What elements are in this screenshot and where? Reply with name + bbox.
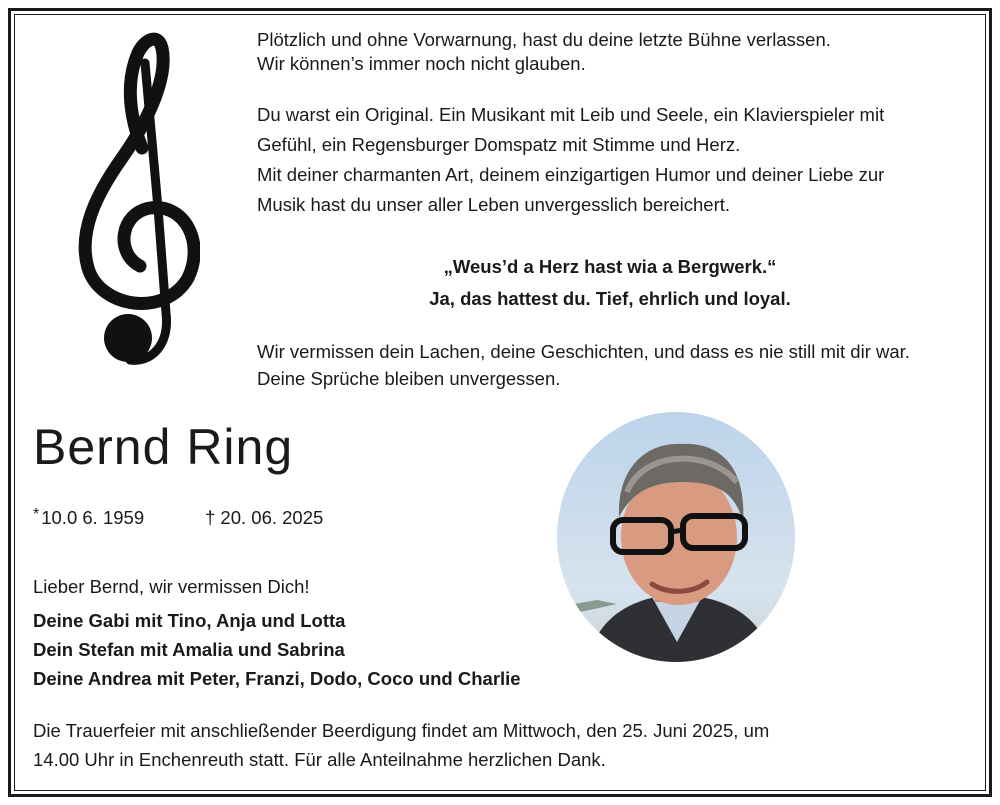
service-line-1: Die Trauerfeier mit anschließender Beerdigung findet am Mittwoch, den 25. Juni 2025, um (33, 720, 770, 741)
portrait-photo (557, 412, 795, 662)
farewell-line: Lieber Bernd, wir vermissen Dich! (33, 576, 310, 597)
birth-symbol: * (33, 506, 40, 523)
birth-date-value: 10.0 6. 1959 (41, 507, 145, 528)
service-line-2: 14.00 Uhr in Enchenreuth statt. Für alle Anteilnahme herzlichen Dank. (33, 749, 606, 770)
family-line: Deine Gabi mit Tino, Anja und Lotta (33, 610, 346, 631)
family-line: Dein Stefan mit Amalia und Sabrina (33, 639, 345, 660)
miss-line-1: Wir vermissen dein Lachen, deine Geschichten, und dass es nie still mit dir war. (257, 341, 910, 362)
miss-line-2: Deine Sprüche bleiben unvergessen. (257, 368, 561, 389)
death-date: † 20. 06. 2025 (205, 507, 324, 528)
quote-line-2: Ja, das hattest du. Tief, ehrlich und loyal. (429, 288, 791, 309)
intro-line-1: Plötzlich und ohne Vorwarnung, hast du deine letzte Bühne verlassen. (257, 29, 831, 50)
treble-clef-icon (70, 28, 200, 373)
tribute-line-2: Gefühl, ein Regensburger Domspatz mit Stimme und Herz. (257, 134, 741, 155)
tribute-text (257, 100, 884, 220)
family-line: Deine Andrea mit Peter, Franzi, Dodo, Coco und Charlie (33, 668, 521, 689)
intro-text (257, 28, 831, 76)
tribute-line-4: Musik hast du unser aller Leben unvergesslich bereichert. (257, 194, 731, 215)
quote-line-1: „Weus’d a Herz hast wia a Bergwerk.“ (443, 256, 777, 277)
portrait-illustration (557, 412, 795, 662)
birth-date (33, 503, 144, 533)
tribute-line-3: Mit deiner charmanten Art, deinem einzigartigen Humor und deiner Liebe zur (257, 164, 885, 185)
deceased-name: Bernd Ring (33, 419, 294, 475)
miss-text (257, 338, 910, 392)
quote-block (300, 251, 920, 315)
tribute-line-1: Du warst ein Original. Ein Musikant mit Leib und Seele, ein Klavierspieler mit (257, 104, 885, 125)
family-list (33, 606, 521, 693)
intro-line-2: Wir können’s immer noch nicht glauben. (257, 53, 586, 74)
service-info (33, 716, 769, 774)
